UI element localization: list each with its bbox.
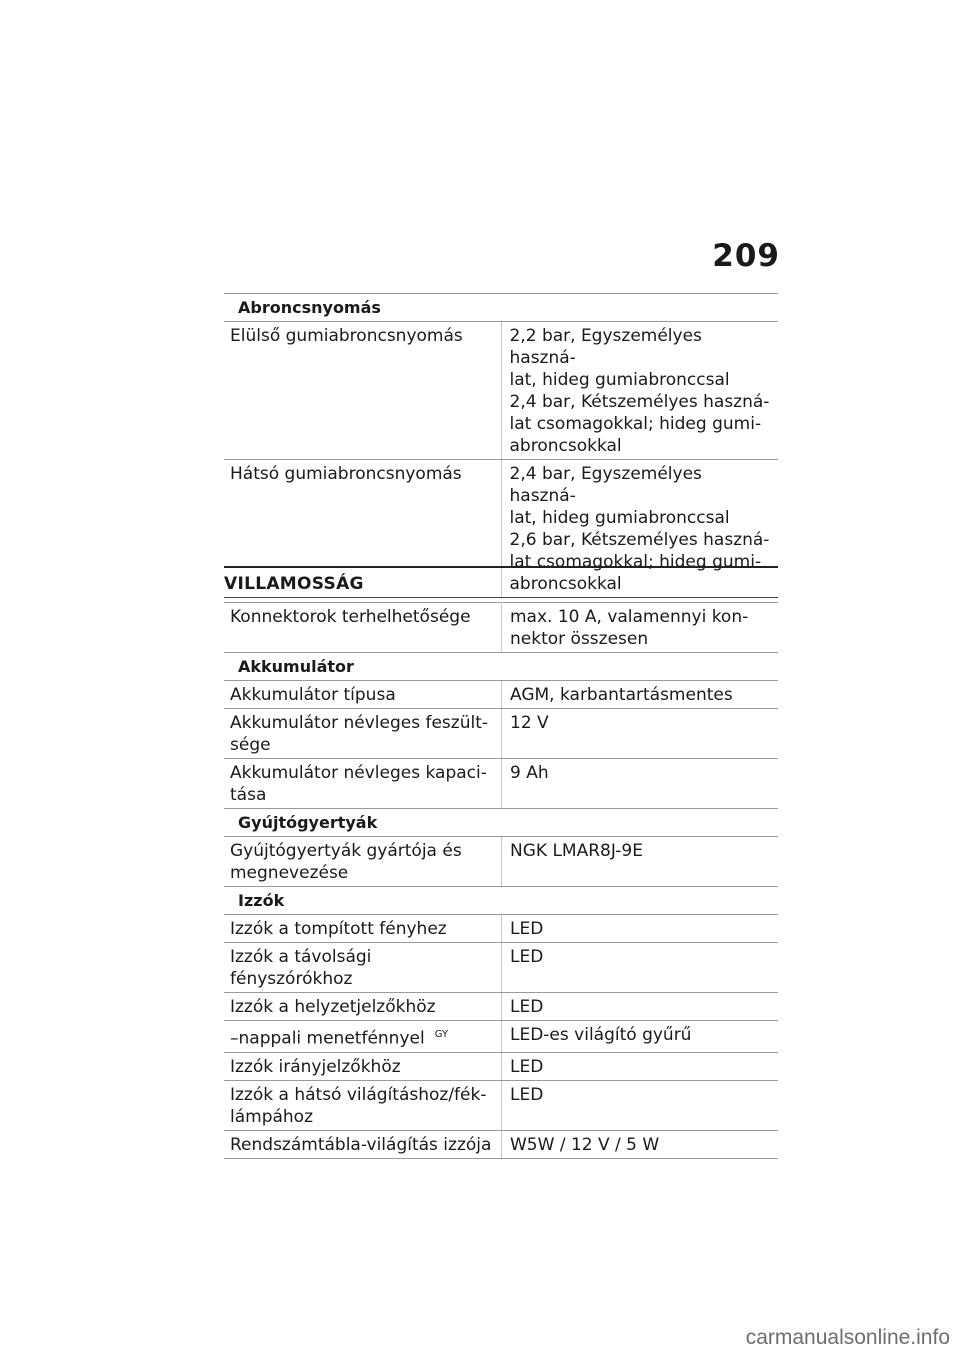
daytime-running-light-value: LED-es világító gyűrű xyxy=(502,1021,779,1053)
battery-type-value: AGM, karbantartásmentes xyxy=(502,681,779,709)
spark-plug-maker-value: NGK LMAR8J-9E xyxy=(502,837,779,887)
turn-signal-bulb-value: LED xyxy=(502,1052,779,1080)
battery-capacity-label: Akkumulátor névleges kapaci- tása xyxy=(224,759,502,809)
position-light-bulb-value: LED xyxy=(502,993,779,1021)
rear-tire-pressure-label: Hátsó gumiabroncsnyomás xyxy=(224,460,501,598)
high-beam-bulb-value: LED xyxy=(502,943,779,993)
bulbs-heading: Izzók xyxy=(224,887,778,915)
page-number: 209 xyxy=(712,238,780,274)
spark-plug-maker-label: Gyújtógyertyák gyártója és megnevezése xyxy=(224,837,502,887)
battery-capacity-value: 9 Ah xyxy=(502,759,779,809)
battery-heading: Akkumulátor xyxy=(224,653,778,681)
tire-pressure-table xyxy=(224,293,778,598)
battery-voltage-value: 12 V xyxy=(502,709,779,759)
position-light-bulb-label: Izzók a helyzetjelzőkhöz xyxy=(224,993,502,1021)
connector-load-value: max. 10 A, valamennyi kon- nektor összesen xyxy=(502,603,779,653)
electrical-table xyxy=(224,602,778,1159)
turn-signal-bulb-label: Izzók irányjelzőkhöz xyxy=(224,1052,502,1080)
battery-voltage-label: Akkumulátor névleges feszült- sége xyxy=(224,709,502,759)
spark-plugs-heading: Gyújtógyertyák xyxy=(224,809,778,837)
tail-brake-light-bulb-value: LED xyxy=(502,1080,779,1130)
tail-brake-light-bulb-label: Izzók a hátsó világításhoz/fék- lámpához xyxy=(224,1080,502,1130)
battery-type-label: Akkumulátor típusa xyxy=(224,681,502,709)
low-beam-bulb-value: LED xyxy=(502,915,779,943)
license-plate-bulb-label: Rendszámtábla-világítás izzója xyxy=(224,1130,502,1158)
section-title-electrical: VILLAMOSSÁG xyxy=(224,566,778,594)
tire-pressure-heading: Abroncsnyomás xyxy=(224,294,778,322)
rear-tire-pressure-value: 2,4 bar, Egyszemélyes haszná- lat, hideg gumiabronccsal 2,6 bar, Kétszemélyes haszná- lat csomagokkal; hideg gumi- abroncsokkal xyxy=(501,460,778,598)
daytime-running-light-label: –nappali menetfénnyel $^{GY}$ xyxy=(224,1021,502,1053)
license-plate-bulb-value: W5W / 12 V / 5 W xyxy=(502,1130,779,1158)
high-beam-bulb-label: Izzók a távolsági fényszórókhoz xyxy=(224,943,502,993)
front-tire-pressure-label: Elülső gumiabroncsnyomás xyxy=(224,322,501,460)
front-tire-pressure-value: 2,2 bar, Egyszemélyes haszná- lat, hideg gumiabronccsal 2,4 bar, Kétszemélyes haszná- lat csomagokkal; hideg gumi- abroncsokkal xyxy=(501,322,778,460)
watermark: carmanualsonline.info xyxy=(745,1326,950,1349)
low-beam-bulb-label: Izzók a tompított fényhez xyxy=(224,915,502,943)
connector-load-label: Konnektorok terhelhetősége xyxy=(224,603,502,653)
optional-equipment-marker: GY xyxy=(434,1029,449,1040)
